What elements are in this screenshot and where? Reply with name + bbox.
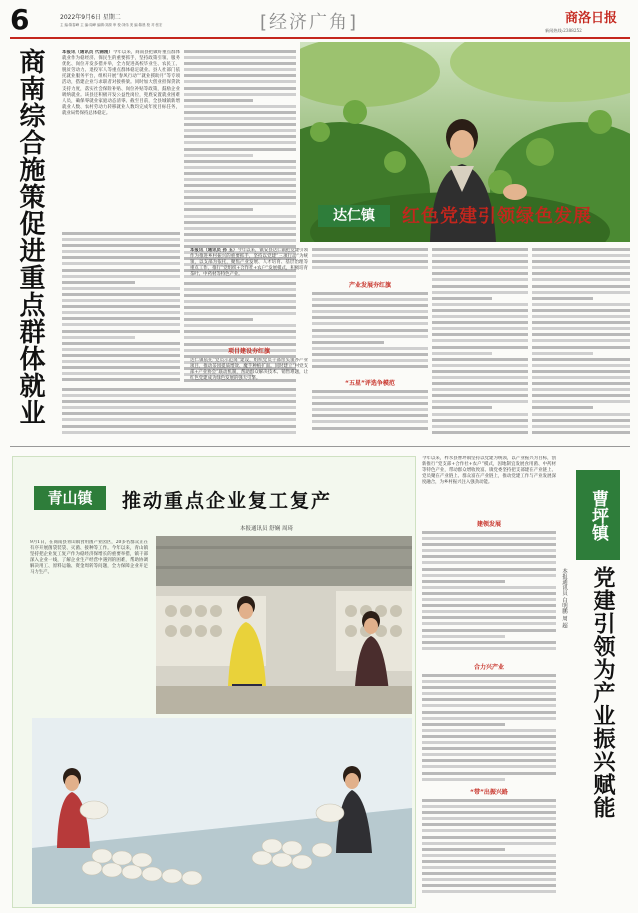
text-line: [532, 248, 630, 251]
text-line: [422, 592, 556, 595]
text-line: [532, 358, 630, 361]
text-line: [532, 333, 630, 336]
text-line: [62, 342, 180, 345]
article3-body: [30, 540, 148, 622]
text-line: [432, 291, 528, 294]
article1-body: 今年以来，商南县把做好重点群体就业作为稳经济、保民生的重要抓手，坚持政策引领、服务优化、岗位开发多措并举，全力促进高校毕业生、农民工、脱贫劳动力、退役军人等重点群体稳定就业。县人社部门依托就业服务平台，组织开展“春风行动”“就业援助月”等专项活动，搭建企业与求职者对接桥梁。同时加大创业担保贷款支持力度，落实社会保险补贴、岗位补贴等政策，鼓励企业吸纳就业。该县还积极开发公益性岗位，兜底安置就业困难人员，确保零就业家庭动态清零。截至目前，全县城镇新增就业人数、农村劳动力转移就业人数均完成年度目标任务，就业局势保持总体稳定。: [62, 50, 180, 116]
text-line: [422, 890, 556, 893]
text-line: [532, 297, 593, 300]
text-line: [62, 305, 180, 308]
text-line: [432, 358, 528, 361]
text-line: [422, 805, 556, 808]
article2-body-2: 达仁镇依托“党员示范岗”建设，组织党员干部带头领办产业项目，推动茶园提质增效、魔芋种植扩面。同时建立“村党支部+产业协会”联动机制，帮助群众解决技术、销售难题，让红色党建成为绿色发展的强大引擎。: [190, 358, 308, 382]
text-line: [184, 148, 296, 151]
text-line: [532, 303, 630, 306]
text-line: [422, 735, 556, 738]
text-line: [312, 298, 428, 301]
text-line: [422, 629, 556, 632]
text-line: [422, 711, 556, 714]
text-line: [532, 400, 630, 403]
text-line: [422, 555, 556, 558]
text-line: [184, 141, 296, 144]
text-line: [422, 698, 556, 701]
article3-reporters: 本报通讯员 舒娴 周琦: [240, 526, 293, 532]
article2-body-col4: [532, 248, 630, 438]
mushroom-shed-photo: [156, 536, 412, 714]
text-line: [432, 364, 528, 367]
text-line: [312, 322, 428, 325]
text-line: [432, 321, 528, 324]
text-line: [62, 378, 180, 381]
text-line: [312, 248, 428, 251]
text-line: [312, 353, 428, 356]
text-line: [184, 50, 296, 53]
text-line: [62, 287, 180, 290]
article4-tag-text: 曹坪镇: [588, 489, 608, 541]
text-line: [432, 346, 528, 349]
text-line: [532, 339, 630, 342]
text-line: [62, 317, 180, 320]
text-line: [422, 580, 505, 583]
text-line: [312, 266, 428, 269]
text-line: [532, 370, 630, 373]
text-line: [62, 311, 180, 314]
text-line: [422, 848, 505, 851]
mushroom-bags-photo: [32, 718, 412, 904]
text-line: [532, 327, 630, 330]
text-line: [184, 105, 296, 108]
text-line: [184, 117, 296, 120]
text-line: [422, 759, 556, 762]
text-line: [532, 376, 630, 379]
text-line: [422, 610, 556, 613]
text-line: [312, 254, 428, 257]
text-line: [422, 765, 556, 768]
text-line: [62, 366, 180, 369]
text-line: [184, 74, 296, 77]
text-line: [62, 232, 180, 235]
text-line: [312, 260, 428, 263]
text-line: [422, 641, 556, 644]
text-line: [62, 299, 180, 302]
text-line: [432, 425, 528, 428]
article4-subhead-2: 合力兴产业: [473, 664, 504, 671]
text-line: [422, 829, 556, 832]
text-line: [532, 346, 630, 349]
text-line: [532, 254, 630, 257]
article4-body-col1: [422, 456, 556, 908]
text-line: [312, 329, 428, 332]
text-line: [532, 419, 630, 422]
text-line: [422, 799, 556, 802]
text-line: [184, 196, 296, 199]
article2-body-col2b: [312, 292, 428, 374]
text-line: [422, 680, 556, 683]
text-line: [62, 275, 180, 278]
text-line: [184, 178, 296, 181]
text-line: [532, 291, 630, 294]
text-line: [184, 99, 253, 102]
article1-headline: 商南综合施策促进重点群体就业: [15, 48, 45, 426]
text-line: [422, 860, 556, 863]
text-line: [432, 413, 528, 416]
text-line: [432, 272, 528, 275]
article2-subhead-3: “五星”评选争模范: [345, 380, 395, 387]
text-line: [312, 390, 428, 393]
text-line: [422, 741, 556, 744]
text-line: [184, 87, 296, 90]
text-line: [62, 323, 180, 326]
text-line: [532, 431, 630, 434]
text-line: [422, 586, 556, 589]
text-line: [62, 336, 135, 339]
text-line: [184, 111, 296, 114]
article2-body-col2c: [312, 390, 428, 438]
text-line: [432, 406, 492, 409]
text-line: [432, 297, 492, 300]
text-line: [422, 884, 556, 887]
mushroom-shed-image: [156, 536, 412, 714]
article4-body-col1c: [422, 799, 556, 899]
text-line: [184, 160, 296, 163]
text-line: [422, 604, 556, 607]
text-line: [432, 352, 492, 355]
text-line: [312, 292, 428, 295]
text-line: [422, 537, 556, 540]
text-line: [312, 396, 428, 399]
article2-subhead-1: 项目建设夯红旗: [227, 348, 270, 355]
text-line: [422, 866, 556, 869]
text-line: [184, 184, 296, 187]
text-line: [62, 262, 180, 265]
text-line: [422, 543, 556, 546]
text-line: [184, 154, 253, 157]
article2-body-col2: [312, 248, 428, 278]
text-line: [532, 352, 593, 355]
text-line: [184, 190, 296, 193]
text-line: [422, 717, 556, 720]
article3-tag: [34, 486, 106, 510]
text-line: [422, 878, 556, 881]
text-line: [432, 254, 528, 257]
article2-byline: 本报讯（通讯员 孙 玉）: [190, 248, 238, 253]
text-line: [532, 285, 630, 288]
text-line: [62, 281, 135, 284]
text-line: [312, 365, 428, 368]
text-line: [312, 427, 428, 430]
text-line: [432, 388, 528, 391]
text-line: [532, 321, 630, 324]
page-number: 6: [10, 3, 30, 36]
article1-body-col1-cont: [62, 232, 180, 388]
text-line: [312, 341, 384, 344]
text-line: [532, 260, 630, 263]
text-line: [62, 238, 180, 241]
article3-headline: 推动重点企业复工复产: [122, 490, 333, 512]
text-line: [432, 260, 528, 263]
text-line: [184, 93, 296, 96]
article4-body-col1b: [422, 674, 556, 784]
text-line: [532, 406, 593, 409]
article3-body-text: 9月1日，在商南县青山镇食用菌产业园区，20多名群众正在有序开展菌袋装袋、灭菌、接种等工作。今年以来，青山镇坚持把企业复工复产作为稳经济保增长的重要举措，镇干部深入企业一线，了解企业生产经营中遇到的困难，帮助协调解决用工、原料运输、资金周转等问题，全力保障企业开足马力生产。: [30, 540, 148, 576]
text-line: [184, 202, 296, 205]
text-line: [532, 272, 630, 275]
mushroom-bags-image: [32, 718, 412, 904]
text-line: [422, 753, 556, 756]
text-line: [312, 359, 428, 362]
article4-subhead-1: 建领发展: [476, 521, 501, 528]
text-line: [422, 854, 556, 857]
upper-lower-divider: [10, 446, 630, 447]
article4-subhead-3: “带”出振兴路: [470, 789, 508, 796]
text-line: [422, 598, 556, 601]
text-line: [422, 729, 556, 732]
text-line: [184, 68, 296, 71]
text-line: [422, 817, 556, 820]
text-line: [62, 360, 180, 363]
text-line: [422, 686, 556, 689]
editor-credits: 主 编:陈春峰 主 编:周峰 编辑:刘源 审 校:刘伟 美 编:陈晨 校 对:张宏: [60, 23, 163, 27]
text-line: [184, 221, 296, 224]
header-rule: [10, 37, 630, 39]
article4-tag: [576, 470, 620, 560]
text-line: [312, 420, 428, 423]
text-line: [532, 364, 630, 367]
text-line: [184, 80, 296, 83]
text-line: [422, 811, 556, 814]
text-line: [432, 248, 528, 251]
article2-body: 今年以来，镇安县达仁镇把党建引领作为推进乡村振兴的重要抓手，坚持以党建“三项行动”为统领，以支部为依托，聚焦产业发展、人才培育、基层治理等重点工作，推行“党组织+合作社+农户”发展模式，积极培育茶叶、中药材等特色产业。: [190, 248, 308, 278]
text-line: [422, 635, 505, 638]
article4-body: 今年以来，柞水县曹坪镇坚持以党建为统领，以产业振兴为目标，创新推行“党支部+合作社+农户”模式，因地制宜发展食用菌、中药材等特色产业，带动群众增收致富。镇党委坚持把支部建在产业链上、党员聚在产业链上、群众富在产业链上，推动党建工作与产业发展深度融合，为乡村振兴注入强劲动能。: [422, 456, 556, 486]
text-line: [532, 425, 630, 428]
issue-date: 2022年9月6日 星期二: [60, 14, 121, 21]
text-line: [432, 370, 528, 373]
text-line: [532, 266, 630, 269]
text-line: [432, 303, 528, 306]
text-line: [532, 413, 630, 416]
article3-tag-text: 青山镇: [47, 489, 93, 507]
article1-byline: 本报讯（通讯员 代锦刚）: [62, 50, 113, 55]
article4-reporters: 本报通讯员 白明鹏 周 超: [561, 568, 567, 629]
text-line: [532, 315, 630, 318]
text-line: [184, 215, 296, 218]
article2-tag-text: 达仁镇: [333, 208, 375, 224]
news-hotline: 新闻热线:2388252: [545, 28, 582, 33]
text-line: [422, 723, 505, 726]
section-title: [经济广角]: [260, 12, 359, 33]
text-line: [432, 400, 528, 403]
text-line: [184, 123, 296, 126]
text-line: [432, 339, 528, 342]
text-line: [422, 747, 556, 750]
text-line: [184, 239, 296, 242]
text-line: [422, 549, 556, 552]
text-line: [312, 316, 428, 319]
text-line: [62, 256, 180, 259]
text-line: [432, 266, 528, 269]
text-line: [184, 233, 296, 236]
text-line: [432, 419, 528, 422]
text-line: [422, 823, 556, 826]
text-line: [62, 372, 180, 375]
text-line: [312, 347, 428, 350]
text-line: [432, 309, 528, 312]
text-line: [312, 310, 428, 313]
text-line: [422, 561, 556, 564]
text-line: [432, 333, 528, 336]
text-line: [184, 56, 296, 59]
text-line: [184, 62, 296, 65]
text-line: [532, 309, 630, 312]
text-line: [62, 269, 180, 272]
text-line: [184, 135, 296, 138]
text-line: [432, 285, 528, 288]
text-line: [422, 778, 505, 781]
text-line: [184, 129, 296, 132]
article4-headline: 党建引领为产业振兴赋能: [590, 566, 615, 819]
text-line: [62, 348, 180, 351]
text-line: [432, 315, 528, 318]
text-line: [422, 674, 556, 677]
text-line: [62, 244, 180, 247]
text-line: [432, 431, 528, 434]
text-line: [422, 872, 556, 875]
text-line: [312, 402, 428, 405]
article2-body-col1: [190, 248, 308, 438]
paper-logo: 商洛日报: [565, 11, 618, 26]
text-line: [432, 394, 528, 397]
text-line: [422, 842, 556, 845]
text-line: [532, 388, 630, 391]
text-line: [62, 354, 180, 357]
article2-subhead-2: 产业发展夯红旗: [348, 282, 391, 289]
article4-body-col1a: [422, 531, 556, 659]
text-line: [532, 394, 630, 397]
page-header: [10, 3, 630, 36]
text-line: [422, 704, 556, 707]
text-line: [432, 327, 528, 330]
text-line: [422, 836, 556, 839]
text-line: [422, 574, 556, 577]
text-line: [184, 166, 296, 169]
text-line: [62, 250, 180, 253]
article2-tag: [318, 205, 390, 227]
text-line: [422, 772, 556, 775]
text-line: [62, 293, 180, 296]
article2-body-col3: [432, 248, 528, 438]
text-line: [62, 330, 180, 333]
text-line: [432, 278, 528, 281]
article2-headline: 红色党建引领绿色发展: [402, 206, 592, 227]
text-line: [422, 622, 556, 625]
text-line: [532, 278, 630, 281]
article2-lead: [190, 248, 308, 343]
text-line: [422, 692, 556, 695]
text-line: [422, 647, 556, 650]
text-line: [422, 531, 556, 534]
text-line: [422, 616, 556, 619]
text-line: [432, 376, 528, 379]
text-line: [184, 208, 253, 211]
text-line: [312, 408, 428, 411]
text-line: [312, 304, 428, 307]
text-line: [422, 568, 556, 571]
text-line: [184, 227, 296, 230]
text-line: [184, 172, 296, 175]
text-line: [312, 414, 428, 417]
text-line: [312, 335, 428, 338]
text-line: [432, 382, 528, 385]
text-line: [532, 382, 630, 385]
